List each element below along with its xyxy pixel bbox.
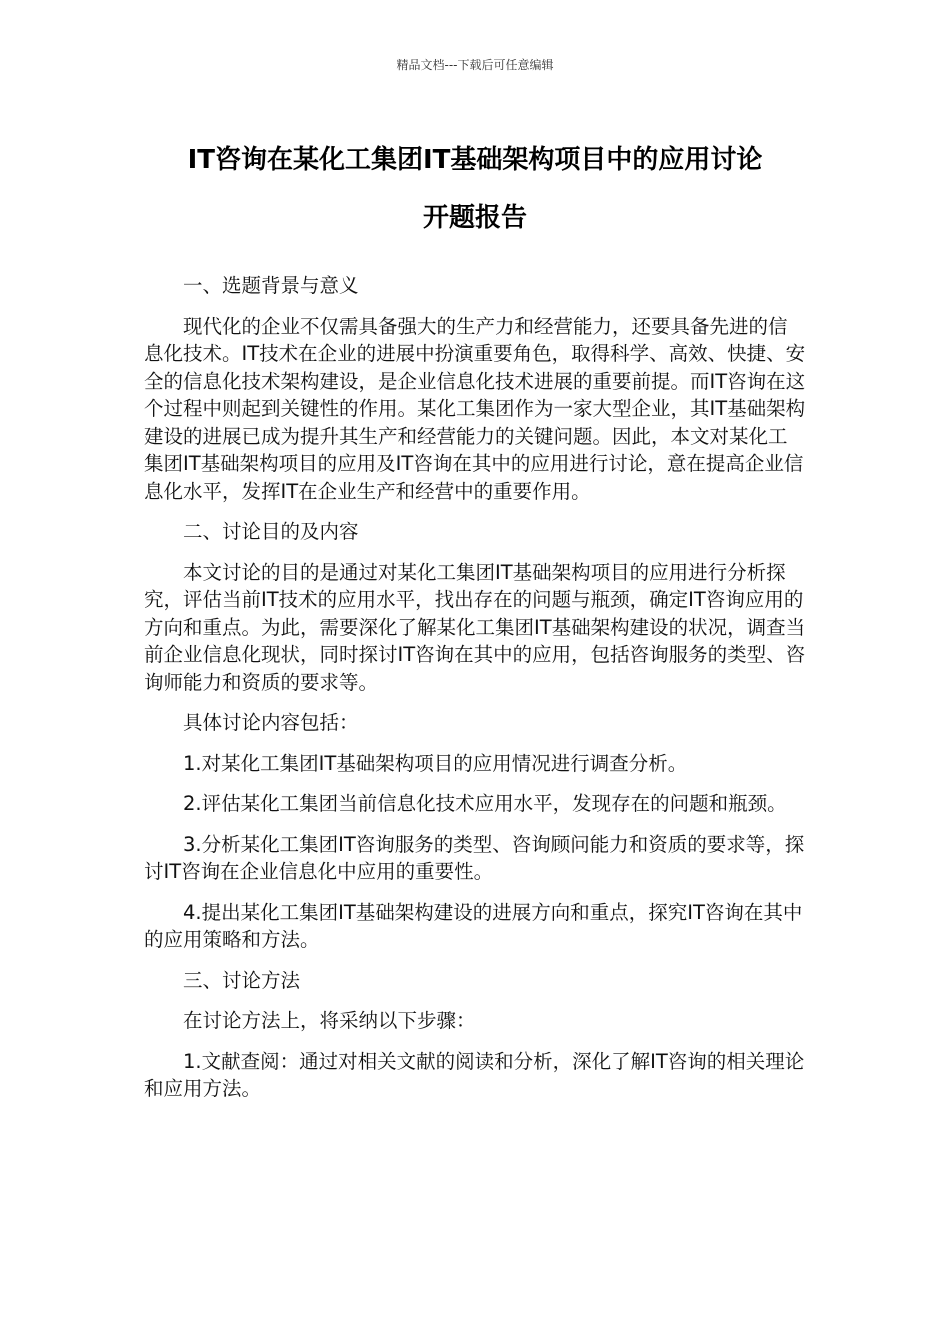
section-heading-3: 三、讨论方法 [183, 968, 301, 992]
header-note: 精品文档---下载后可任意编辑 [396, 58, 554, 72]
document-body [144, 272, 806, 1116]
paragraph: 现代化的企业不仅需具备强大的生产力和经营能力，还要具备先进的信息化技术。IT技术在企业的进展中扮演重要角色，取得科学、高效、快捷、安全的信息化技术架构建设，是企业信息化技术进展的重要前提。而IT咨询在这个过程中则起到关键性的作用。某化工集团作为一家大型企业，其IT基础架构建设的进展已成为提升其生产和经营能力的关键问题。因此，本文对某化工集团IT基础架构项目的应用及IT咨询在其中的应用进行讨论，意在提高企业信息化水平，发挥IT在企业生产和经营中的重要作用。 [144, 314, 806, 503]
list-item: 1.对某化工集团IT基础架构项目的应用情况进行调查分析。 [183, 751, 688, 775]
document-title-line2: 开题报告 [422, 203, 527, 233]
paragraph: 具体讨论内容包括： [183, 711, 359, 734]
section-heading-2: 二、讨论目的及内容 [183, 520, 359, 543]
section-heading-1: 一、选题背景与意义 [183, 274, 359, 297]
paragraph: 在讨论方法上，将采纳以下步骤： [183, 1009, 476, 1032]
list-item: 1.文献查阅：通过对相关文献的阅读和分析，深化了解IT咨询的相关理论和应用方法。 [144, 1049, 805, 1100]
list-item: 2.评估某化工集团当前信息化技术应用水平，发现存在的问题和瓶颈。 [183, 792, 787, 815]
list-item: 4.提出某化工集团IT基础架构建设的进展方向和重点，探究IT咨询在其中的应用策略和方法。 [144, 900, 803, 951]
document-title: IT咨询在某化工集团IT基础架构项目中的应用讨论 [187, 145, 763, 175]
paragraph: 本文讨论的目的是通过对某化工集团IT基础架构项目的应用进行分析探究，评估当前IT技术的应用水平，找出存在的问题与瓶颈，确定IT咨询应用的方向和重点。为此，需要深化了解某化工集团IT基础架构建设的状况，调查当前企业信息化现状，同时探讨IT咨询在其中的应用，包括咨询服务的类型、咨询师能力和资质的要求等。 [144, 560, 806, 694]
list-item: 3.分析某化工集团IT咨询服务的类型、咨询顾问能力和资质的要求等，探讨IT咨询在企业信息化中应用的重要性。 [144, 832, 805, 883]
